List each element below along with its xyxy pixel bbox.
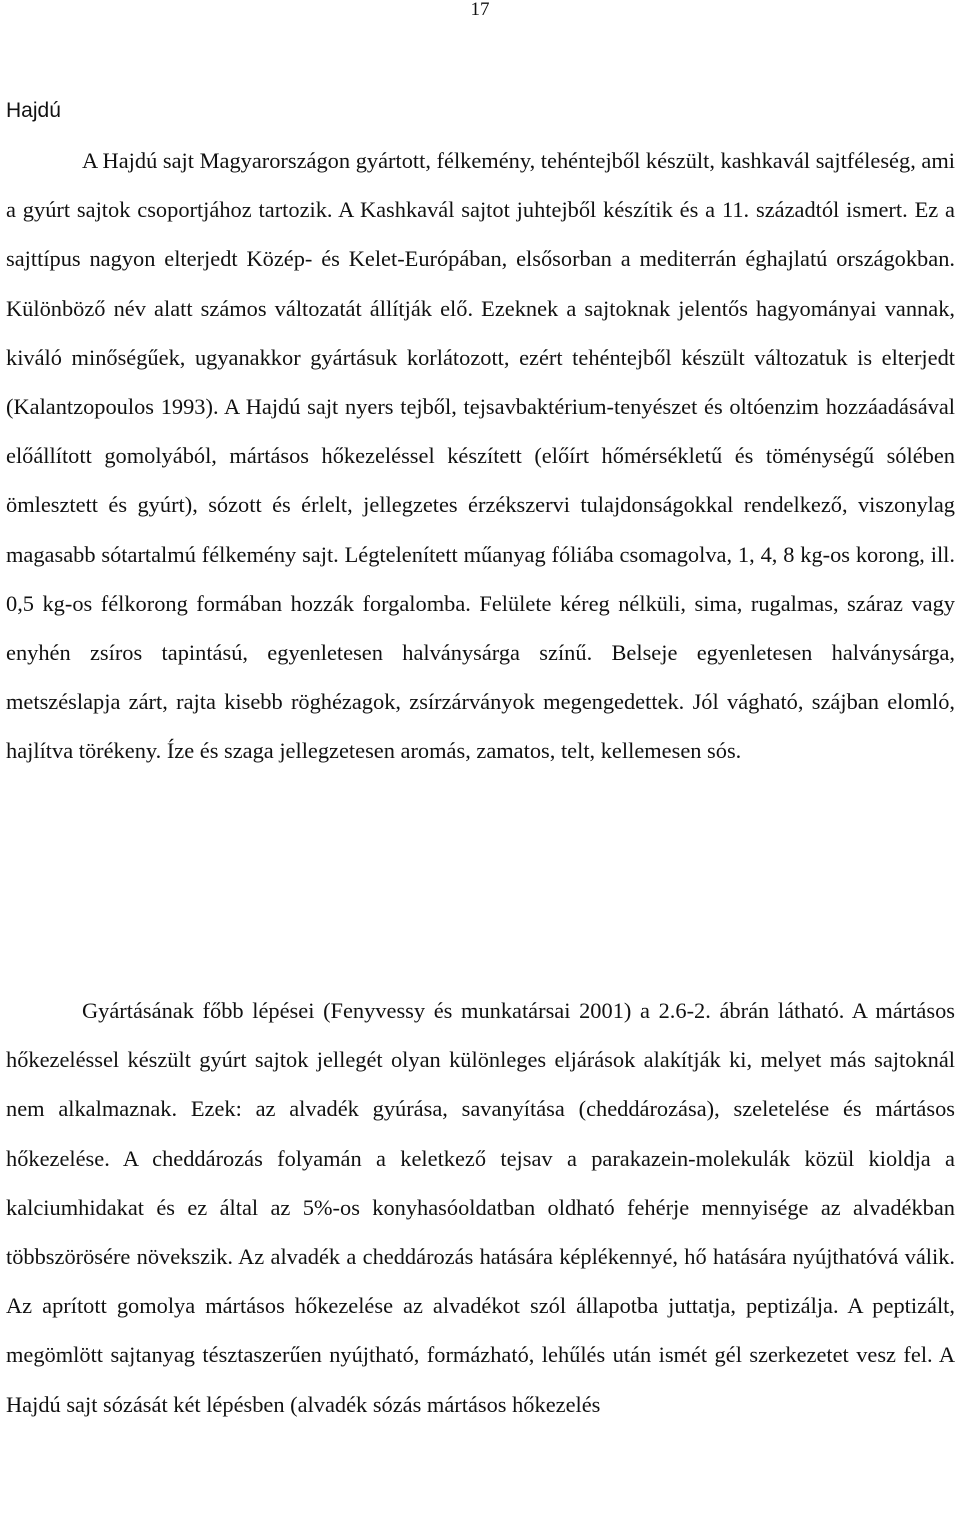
paragraph-production-steps: Gyártásának főbb lépései (Fenyvessy és munkatársai 2001) a 2.6-2. ábrán látható. A mártásos hőkezeléssel készült gyúrt sajtok jellegét olyan különleges eljárások alakítják ki, melyet más sajtoknál nem alkalmaznak. Ezek: az alvadék gyúrása, savanyítása (cheddározása), szeletelése és mártásos hőkezelése. A cheddározás folyamán a keletkező tejsav a parakazein-molekulák közül kioldja a kalciumhidakat és ez által az 5%-os konyhasóoldatban oldható fehérje mennyisége az alvadékban többszörösére növekszik. Az alvadék a cheddározás hatására képlékennyé, hő hatására nyújthatóvá válik. Az aprított gomolya mártásos hőkezelése az alvadékot szól állapotba juttatja, peptizálja. A peptizált, megömlött sajtanyag tésztaszerűen nyújtható, formázható, lehűlés után ismét gél szerkezetet vesz fel. A Hajdú sajt sózását két lépésben (alvadék sózás mártásos hőkezelés <box>6 998 955 1417</box>
paragraph-hajdu-description: A Hajdú sajt Magyarországon gyártott, félkemény, tehéntejből készült, kashkavál sajtféleség, ami a gyúrt sajtok csoportjához tartozik. A Kashkavál sajtot juhtejből készítik és a 11. századtól ismert. Ez a sajttípus nagyon elterjedt Közép- és Kelet-Európában, elsősorban a mediterrán éghajlatú országokban. Különböző név alatt számos változatát állítják elő. Ezeknek a sajtoknak jelentős hagyományai vannak, kiváló minőségűek, ugyanakkor gyártásuk korlátozott, ezért tehéntejből készült változatuk is elterjedt (Kalantzopoulos 1993). A Hajdú sajt nyers tejből, tejsavbaktérium-tenyészet és oltóenzim hozzáadásával előállított gomolyából, mártásos hőkezeléssel készített (előírt hőmérsékletű és töménységű sólében ömlesztett és gyúrt), sózott és érlelt, jellegzetes érzékszervi tulajdonságokkal rendelkező, viszonylag magasabb sótartalmú félkemény sajt. Légtelenített műanyag fóliába csomagolva, 1, 4, 8 kg-os korong, ill. 0,5 kg-os félkorong formában hozzák forgalomba. Felülete kéreg nélküli, sima, rugalmas, száraz vagy enyhén zsíros tapintású, egyenletesen halványsárga színű. Belseje egyenletesen halványsárga, metszéslapja zárt, rajta kisebb röghézagok, zsírzárványok megengedettek. Jól vágható, szájban elomló, hajlítva törékeny. Íze és szaga jellegzetesen aromás, zamatos, telt, kellemesen sós. <box>6 148 955 764</box>
section-heading: Hajdú <box>6 99 61 122</box>
page-number: 17 <box>470 0 490 20</box>
